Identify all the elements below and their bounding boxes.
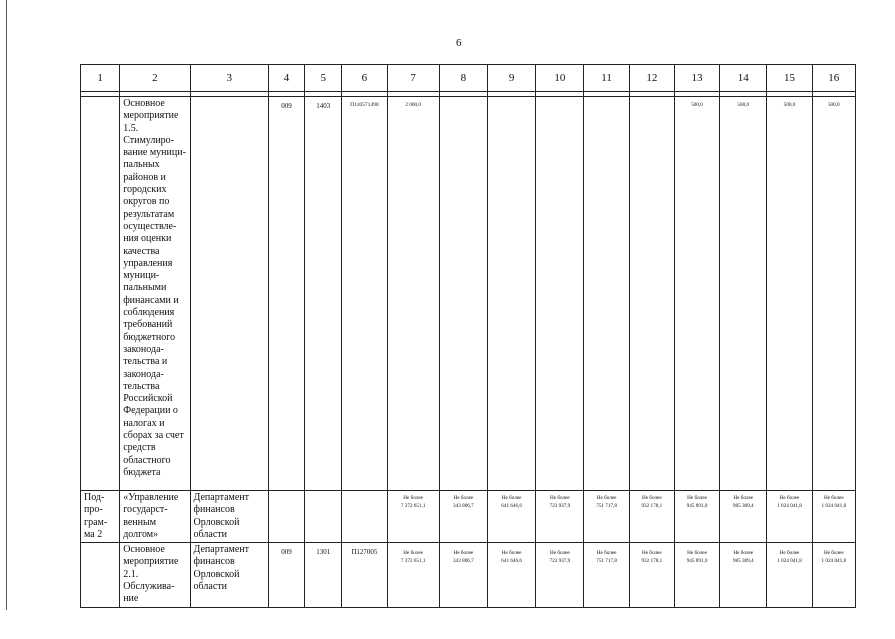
empty-cell bbox=[536, 97, 584, 491]
section-code: 1301 bbox=[316, 548, 331, 557]
limit-prefix: Не более bbox=[596, 495, 617, 501]
limit-value: 343 806,7 bbox=[453, 503, 474, 509]
limit-cell bbox=[629, 491, 674, 543]
limit-cell bbox=[387, 543, 439, 607]
code-cell bbox=[305, 543, 342, 607]
limit-cell bbox=[488, 543, 536, 607]
code-cell bbox=[342, 543, 387, 607]
limit-value: 7 372 651,1 bbox=[400, 503, 426, 509]
empty-cell bbox=[439, 97, 487, 491]
header-cell: 2 bbox=[120, 65, 190, 92]
value-cell bbox=[720, 97, 767, 491]
limit-cell bbox=[536, 491, 584, 543]
code-cell bbox=[268, 97, 304, 491]
header-cell: 6 bbox=[342, 65, 387, 92]
header-cell: 3 bbox=[190, 65, 268, 92]
table-row bbox=[81, 491, 856, 543]
measure-name: Основное мероприятие 1.5. Стимулиро-вание муници-пальных районов и городских округов по результатам осуществле-ния оценки качества управления муници-пальными финансами и соблюдения требований бюджетного законода-тельства и законода-тельства Российской Федерации о налогах и сборах за счет средств областного бюджета bbox=[123, 98, 186, 478]
amount-value: 500,0 bbox=[691, 102, 703, 108]
limit-value: 1 024 041,8 bbox=[821, 558, 847, 565]
header-cell: 12 bbox=[629, 65, 674, 92]
header-cell: 4 bbox=[268, 65, 304, 92]
limit-value: 985 389,4 bbox=[732, 558, 754, 565]
header-cell: 9 bbox=[488, 65, 536, 92]
limit-value: 641 646,6 bbox=[501, 503, 522, 509]
limit-prefix: Не более bbox=[687, 550, 707, 557]
target-article-code: П110571490 bbox=[350, 102, 379, 108]
limit-cell bbox=[767, 543, 812, 607]
limit-value: 932 178,1 bbox=[641, 558, 663, 565]
subprogram-name: «Управление государст- венным долгом» bbox=[123, 492, 179, 540]
limit-value: 932 178,1 bbox=[641, 503, 663, 509]
amount-value: 500,0 bbox=[783, 102, 796, 108]
empty-cell bbox=[629, 97, 674, 491]
amount-value: 500,0 bbox=[827, 102, 840, 108]
limit-cell bbox=[584, 491, 629, 543]
limit-prefix: Не более bbox=[501, 550, 522, 557]
limit-prefix: Не более bbox=[403, 495, 423, 501]
executor-cell bbox=[190, 543, 268, 607]
limit-value: 945 891,0 bbox=[686, 558, 708, 565]
limit-prefix: Не более bbox=[403, 550, 423, 557]
limit-prefix: Не более bbox=[596, 550, 617, 557]
empty-cell bbox=[81, 97, 120, 491]
code-cell bbox=[268, 543, 304, 607]
limit-prefix: Не более bbox=[733, 495, 754, 501]
limit-cell bbox=[387, 491, 439, 543]
section-code: 1403 bbox=[316, 102, 331, 110]
empty-cell bbox=[81, 543, 120, 607]
limit-value: 343 806,7 bbox=[453, 558, 474, 565]
amount-value: 500,0 bbox=[737, 102, 750, 108]
empty-cell bbox=[268, 491, 304, 543]
empty-cell bbox=[488, 97, 536, 491]
limit-prefix: Не более bbox=[779, 550, 800, 557]
binding-margin-line bbox=[6, 0, 7, 610]
value-cell bbox=[387, 97, 439, 491]
column-number-row bbox=[81, 65, 856, 92]
limit-value: 723 937,9 bbox=[549, 503, 571, 509]
limit-value: 1 024 041,8 bbox=[777, 503, 802, 509]
limit-cell bbox=[674, 543, 719, 607]
limit-prefix: Не более bbox=[453, 550, 474, 557]
measure-name: Основное мероприятие 2.1. Обслужива- ние bbox=[123, 544, 179, 605]
limit-cell bbox=[439, 491, 487, 543]
limit-prefix: Не более bbox=[550, 495, 570, 501]
header-cell: 7 bbox=[387, 65, 439, 92]
value-cell bbox=[812, 97, 855, 491]
limit-cell bbox=[536, 543, 584, 607]
limit-prefix: Не более bbox=[453, 495, 474, 501]
code-cell bbox=[305, 97, 342, 491]
value-cell bbox=[674, 97, 719, 491]
budget-table bbox=[80, 64, 856, 608]
subprogram-label: Под- про- грам- ма 2 bbox=[84, 492, 108, 540]
empty-cell bbox=[342, 491, 387, 543]
limit-cell bbox=[629, 543, 674, 607]
empty-cell bbox=[584, 97, 629, 491]
limit-cell bbox=[439, 543, 487, 607]
limit-value: 985 389,4 bbox=[732, 503, 754, 509]
measure-name-cell bbox=[120, 97, 190, 491]
limit-value: 751 717,8 bbox=[596, 503, 617, 509]
table-row bbox=[81, 543, 856, 607]
limit-cell bbox=[584, 543, 629, 607]
limit-cell bbox=[812, 491, 855, 543]
header-cell: 11 bbox=[584, 65, 629, 92]
header-cell: 16 bbox=[812, 65, 855, 92]
amount-value: 2 000,0 bbox=[405, 102, 421, 108]
limit-prefix: Не более bbox=[823, 495, 844, 501]
limit-prefix: Не более bbox=[641, 550, 662, 557]
target-article-code: П127005 bbox=[351, 548, 378, 557]
header-cell: 8 bbox=[439, 65, 487, 92]
executor-name: Департамент финансов Орловской области bbox=[193, 544, 250, 593]
limit-prefix: Не более bbox=[550, 550, 570, 557]
grbs-code: 009 bbox=[281, 548, 292, 557]
header-cell: 14 bbox=[720, 65, 767, 92]
subprogram-label-cell bbox=[81, 491, 120, 543]
limit-value: 751 717,8 bbox=[596, 558, 617, 565]
limit-value: 641 646,6 bbox=[501, 558, 522, 565]
limit-value: 1 024 041,8 bbox=[777, 558, 802, 565]
limit-cell bbox=[812, 543, 855, 607]
limit-cell bbox=[720, 491, 767, 543]
measure-name-cell bbox=[120, 543, 190, 607]
limit-value: 945 891,0 bbox=[686, 503, 708, 509]
subprogram-name-cell bbox=[120, 491, 190, 543]
limit-cell bbox=[767, 491, 812, 543]
header-cell: 1 bbox=[81, 65, 120, 92]
limit-value: 723 937,9 bbox=[549, 558, 571, 565]
limit-cell bbox=[720, 543, 767, 607]
header-cell: 15 bbox=[767, 65, 812, 92]
header-cell: 10 bbox=[536, 65, 584, 92]
limit-value: 7 372 651,1 bbox=[400, 558, 426, 565]
header-cell: 5 bbox=[305, 65, 342, 92]
table-row bbox=[81, 97, 856, 491]
page-number: 6 bbox=[456, 37, 462, 49]
empty-cell bbox=[190, 97, 268, 491]
limit-prefix: Не более bbox=[641, 495, 662, 501]
limit-value: 1 024 041,8 bbox=[821, 503, 847, 509]
limit-prefix: Не более bbox=[823, 550, 844, 557]
value-cell bbox=[767, 97, 812, 491]
limit-cell bbox=[674, 491, 719, 543]
grbs-code: 009 bbox=[281, 102, 292, 110]
limit-prefix: Не более bbox=[733, 550, 754, 557]
header-cell: 13 bbox=[674, 65, 719, 92]
limit-prefix: Не более bbox=[779, 495, 800, 501]
limit-prefix: Не более bbox=[501, 495, 522, 501]
limit-prefix: Не более bbox=[687, 495, 707, 501]
code-cell bbox=[342, 97, 387, 491]
executor-cell bbox=[190, 491, 268, 543]
executor-name: Департамент финансов Орловской области bbox=[193, 492, 250, 540]
limit-cell bbox=[488, 491, 536, 543]
empty-cell bbox=[305, 491, 342, 543]
